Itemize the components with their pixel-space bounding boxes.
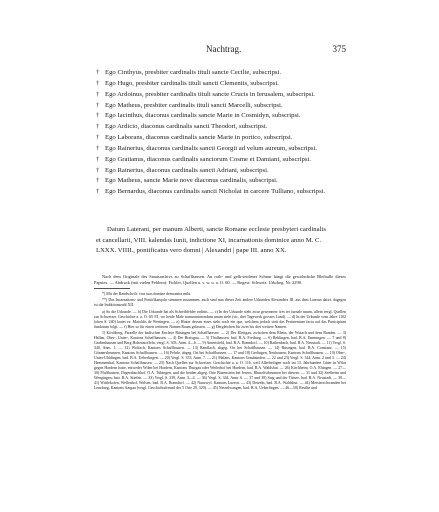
subscription-line [96,101,356,112]
subscription-text: Ego Hugo, presbiter cardinalis tituli sancti Clementis, subscripsi. [105,79,279,87]
subscription-line [96,133,356,144]
text-critical-notes: a) So die Urkunde. — b) Die Urkunde hat als Schreibfehler ordinis. — c) In der Urkunde steht zwar gewonnen: tres ter iurnale unum, allein vergl. Quellen zur Schweizer. Geschichte a. a. O. 69, 81, wo beide Male transeuntarondum unum steht (sic, drei Tagewerk grosses Land). — d) In der Urkunde vom Jahre 1102 (oben S. 240) lautet es: Maioldis de Wertingen. — e) Hinter dessen eines steht noch ein que, welchem jedoch statt das Pertinentum facta auf das Participium fundatum folgt. — f) Hier so für einen weiteren Namen Raum gelassen. — g) Dergleichen für zwei bis drei weitere Namen. [94,309,346,329]
subscription-text: Ego Laborans, diaconus cardinalis sancte Marie in portico, subscripsi. [105,134,293,142]
subscription-text: Ego Iacinthus, diaconus cardinalis sancte Marie in Cosmidyn, subscripsi. [105,112,301,120]
cross-icon: † [96,101,100,109]
cross-icon: † [96,188,100,196]
subscription-list [96,68,356,198]
header-title: Nachtrag. [206,44,242,54]
subscription-line [96,166,356,177]
subscription-line [96,90,356,101]
cross-icon: † [96,134,100,142]
subscription-line [96,176,356,187]
footnote: *) Mit der Randschrift: vias tuas domine demonstra mihi. [102,291,192,296]
cross-icon: † [96,144,100,152]
subscription-text: Ego Rainerius, diaconus cardinalis sancti Georgii ad velum aureum, subscripsi. [105,144,317,152]
commentary-notes: 1) Kirchberg, Parzelle der badischen Enclave Büsingen bei Schaffhausen. — 2) Der Klettgau, zwischen dem Rhein, der Wutach und dem Randen. — 3) Hallau, Ober-, Unter-, Kantons Schaffhausen. — 4) Der Breisgau. — 5) Thalhausen, bad. B.A. Freiburg. — 6) Behlingen, bad. B.A. Emmingen. — 7 und 8) Grabenhausen und Berg Hohenstoffeln, vergl. S. 303, Anm. 4—6. — 9) Amertsfeld, bad. B.A. Bonndorf. — 10) Rathenbach, bad. B.A. Neustadt. — 11) Vergl. S. 340, Anm. 1. — 12) Wolfach, Kantons Schaffhausen. — 13) Randlach, abgeg. Ort bei Schaffhausen. — 14) Büsingen, bad. B.A. Constanz. — 15) Gönnersbrunnen, Kantons Schaffhausen. — 16) Fehrle, abgeg. Ort bei Schaffhausen. — 17 und 18) Gerlingen, Neuhausen, Kantons Schaffhausen. — 19) Ober-, Unter-Uhldingen, bad. B.A. Ueberlingen. — 20) Vergl. S. 353, Anm. 7. — 21) Malans, Kantons Graubünden. — 22 und 23) Vergl. S. 344, Anm. 2 und 3. — 24) Hemmenthal, Kantons Schaffhausen. — 25) Nach Quellen zur Schweizer. Geschichte a. a. O. 116, weil Allerheiligen noch im 13. Jahrhundert Güter in Wilar gegen Hardern hatte, entweder Wilen bei Hardern, Kantons Thurgau oder Weilerhof bei Hardern, bad. B.A. Waldshut. — 26) Kirchheim, O.A. Ehingen. — 27—30) Pfaffhausen, Degernbuchhof, O.A. Tübingen, und die beiden abgeg. Orte Bitzenstein bei Jesern, Rhmolfstbrunnen bei diesem. — 31 und 32) Seelheim und Wengingen; bair. B.A. Stiefen. — 33) Vergl. S. 339, Anm. 3—4. — 36) Vergl. S. 344, Anm. 6. — 37 und 38) Saig und der Titisee, bad. B.A. Neustadt. — 39—41) Wittlekofen, Wellenhof, Wolsen, bad. B.A. Bonndorf. — 42) Nunzwyl, Kantons Luzern. — 43) Detzeln, bad. B.A. Waldshut. — 44) Meisterschwanden bei Lenzburg, Kantons Aargau (vergl. Geschichtsfreund der 5 Orte 29, 320). — 45) Nesselwangen, bad. B.A. Ueberlingen. — 46—50) Reuthe und [94,331,346,390]
subscription-line [96,68,356,79]
cross-icon: † [96,155,100,163]
cross-icon: † [96,79,100,87]
dating-line: Datum Laterani, per manum Alberti, sancte Romane ecclesie presbyteri cardinalis [107,226,326,233]
footnote: **) Das Incarnations- und Pontifikatsjahr stimmen zusammen, auch sind nun dieser Zeit andere Urkunden Alexanders III. aus dem Lateran datirt, dagegen ist die Indiktionszahl XII. [94,298,346,307]
dating-line: LXXX. VIIII., pontificatus vero domni | Alexandri | pape III. anno XX. [96,247,287,254]
subscription-text: Ego Gratianus, diaconus cardinalis sanctorum Cosme et Damiani, subscripsi. [105,155,311,163]
subscription-line [96,79,356,90]
subscription-text: Ego Rainerius, diaconus cardinalis sancti Adriani, subscripsi. [105,166,269,174]
subscription-text: Ego Matheus, presbiter cardinalis tituli sancti Marcelli, subscripsi. [105,101,283,109]
subscription-line [96,155,356,166]
source-note: Nach dem Originale des Staatsarchivs zu Schaffhausen. An roth- und gelb-seidener Schnur hängt die gewöhnliche Bleibulle dieses Papstes. — Abdruck (mit vielen Fehlern): Fickler, Quellen u. s. w. u. a. O. 60. — Regest: Schweiz. Urkdreg. Nr. 2298. [94,274,346,285]
cross-icon: † [96,112,100,120]
dating-line: et cancellarii, VIII. kalendas Iunii, indictione XI, incarnationis dominice anno M. C. [96,236,322,244]
cross-icon: † [96,123,100,131]
footnote-block [94,292,346,392]
dating-clause [96,225,348,257]
cross-icon: † [96,166,100,174]
subscription-line [96,122,356,133]
subscription-text: Ego Ardoinus, presbiter cardinalis tituli sancte Crucis in Ierusalem, subscripsi. [105,90,315,98]
footnote-divider [94,288,130,289]
cross-icon: † [96,90,100,98]
editorial-notes [94,274,346,393]
subscription-line [96,144,356,155]
subscription-text: Ego Cinthyus, presbiter cardinalis tituli sancte Cecilie, subscripsi. [105,69,282,76]
subscription-line [96,187,356,198]
subscription-line [96,111,356,122]
page-number: 375 [332,44,346,54]
subscription-text: Ego Matheus, sancte Marie nove diaconus cardinalis, subscripsi. [105,177,278,185]
subscription-text: Ego Ardicio, diaconus cardinalis sancti Theodori, subscripsi. [105,123,268,131]
cross-icon: † [96,177,100,185]
cross-icon: † [96,69,100,76]
subscription-text: Ego Bernardus, diaconus cardinalis sancti Nicholai in carcere Tulliano, subscripsi. [105,188,326,196]
